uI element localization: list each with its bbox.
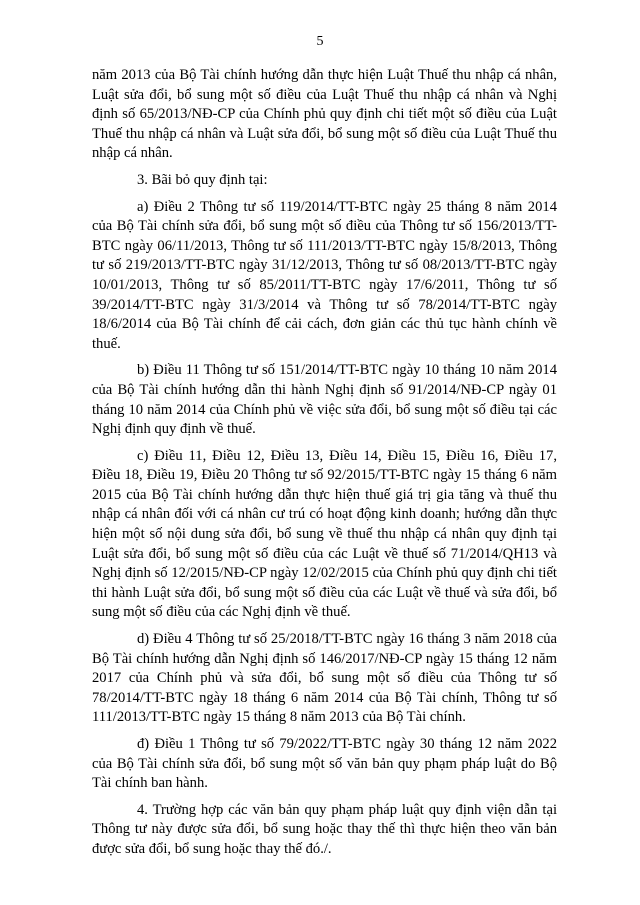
paragraph-item-c: c) Điều 11, Điều 12, Điều 13, Điều 14, Điều 15, Điều 16, Điều 17, Điều 18, Điều 19, Điều 20 Thông tư số 92/2015/TT-BTC ngày 15 tháng 6 năm 2015 của Bộ Tài chính hướng dẫn thực hiện thuế giá trị gia tăng và thuế thu nhập cá nhân đối với cá nhân cư trú có hoạt động kinh doanh; hướng dẫn thực hiện một số nội dung sửa đổi, bổ sung về thuế thu nhập cá nhân quy định tại Luật sửa đổi, bổ sung một số điều của các Luật về thuế số 71/2014/QH13 và Nghị định số 12/2015/NĐ-CP ngày 12/02/2015 của Chính phủ quy định chi tiết thi hành Luật sửa đổi, bổ sung một số điều của các Luật về thuế và sửa đổi, bổ sung một số điều của các Nghị định về thuế. bbox=[92, 447, 557, 621]
document-body bbox=[92, 66, 557, 867]
paragraph-item-d: d) Điều 4 Thông tư số 25/2018/TT-BTC ngày 16 tháng 3 năm 2018 của Bộ Tài chính hướng dẫn Nghị định số 146/2017/NĐ-CP ngày 15 tháng 12 năm 2017 của Chính phủ và sửa đổi, bổ sung một số điều của Thông tư số 78/2014/TT-BTC ngày 18 tháng 6 năm 2014 của Bộ Tài chính, Thông tư số 111/2013/TT-BTC ngày 15 tháng 8 năm 2013 của Bộ Tài chính. bbox=[92, 631, 557, 726]
paragraph-continuation: năm 2013 của Bộ Tài chính hướng dẫn thực hiện Luật Thuế thu nhập cá nhân, Luật sửa đổi, bổ sung một số điều của Luật Thuế thu nhập cá nhân và Nghị định số 65/2013/NĐ-CP của Chính phủ quy định chi tiết một số điều của Luật Thuế thu nhập cá nhân và Luật sửa đổi, bổ sung một số điều của Luật Thuế thu nhập cá nhân. bbox=[92, 67, 557, 162]
paragraph-item-a: a) Điều 2 Thông tư số 119/2014/TT-BTC ngày 25 tháng 8 năm 2014 của Bộ Tài chính sửa đổi, bổ sung một số điều của Thông tư số 156/2013/TT-BTC ngày 06/11/2013, Thông tư số 111/2013/TT-BTC ngày 15/8/2013, Thông tư số 219/2013/TT-BTC ngày 31/12/2013, Thông tư số 08/2013/TT-BTC ngày 10/01/2013, Thông tư số 85/2011/TT-BTC ngày 17/6/2011, Thông tư số 39/2014/TT-BTC ngày 31/3/2014 và Thông tư số 78/2014/TT-BTC ngày 18/6/2014 của Bộ Tài chính để cải cách, đơn giản các thủ tục hành chính về thuế. bbox=[92, 198, 557, 352]
paragraph-item-b: b) Điều 11 Thông tư số 151/2014/TT-BTC ngày 10 tháng 10 năm 2014 của Bộ Tài chính hướng dẫn thi hành Nghị định số 91/2014/NĐ-CP ngày 01 tháng 10 năm 2014 của Chính phủ về việc sửa đổi, bổ sung một số điều tại các Nghị định quy định về thuế. bbox=[92, 362, 557, 438]
page-number: 5 bbox=[316, 34, 324, 49]
paragraph-item-4: 4. Trường hợp các văn bản quy phạm pháp luật quy định viện dẫn tại Thông tư này được sửa đổi, bổ sung hoặc thay thế thì thực hiện theo văn bản được sửa đổi, bổ sung hoặc thay thế đó./. bbox=[92, 801, 557, 857]
paragraph-item-dd: đ) Điều 1 Thông tư số 79/2022/TT-BTC ngày 30 tháng 12 năm 2022 của Bộ Tài chính sửa đổi, bổ sung một số văn bản quy phạm pháp luật do Bộ Tài chính ban hành. bbox=[92, 736, 557, 792]
paragraph-item-3: 3. Bãi bỏ quy định tại: bbox=[137, 171, 268, 188]
